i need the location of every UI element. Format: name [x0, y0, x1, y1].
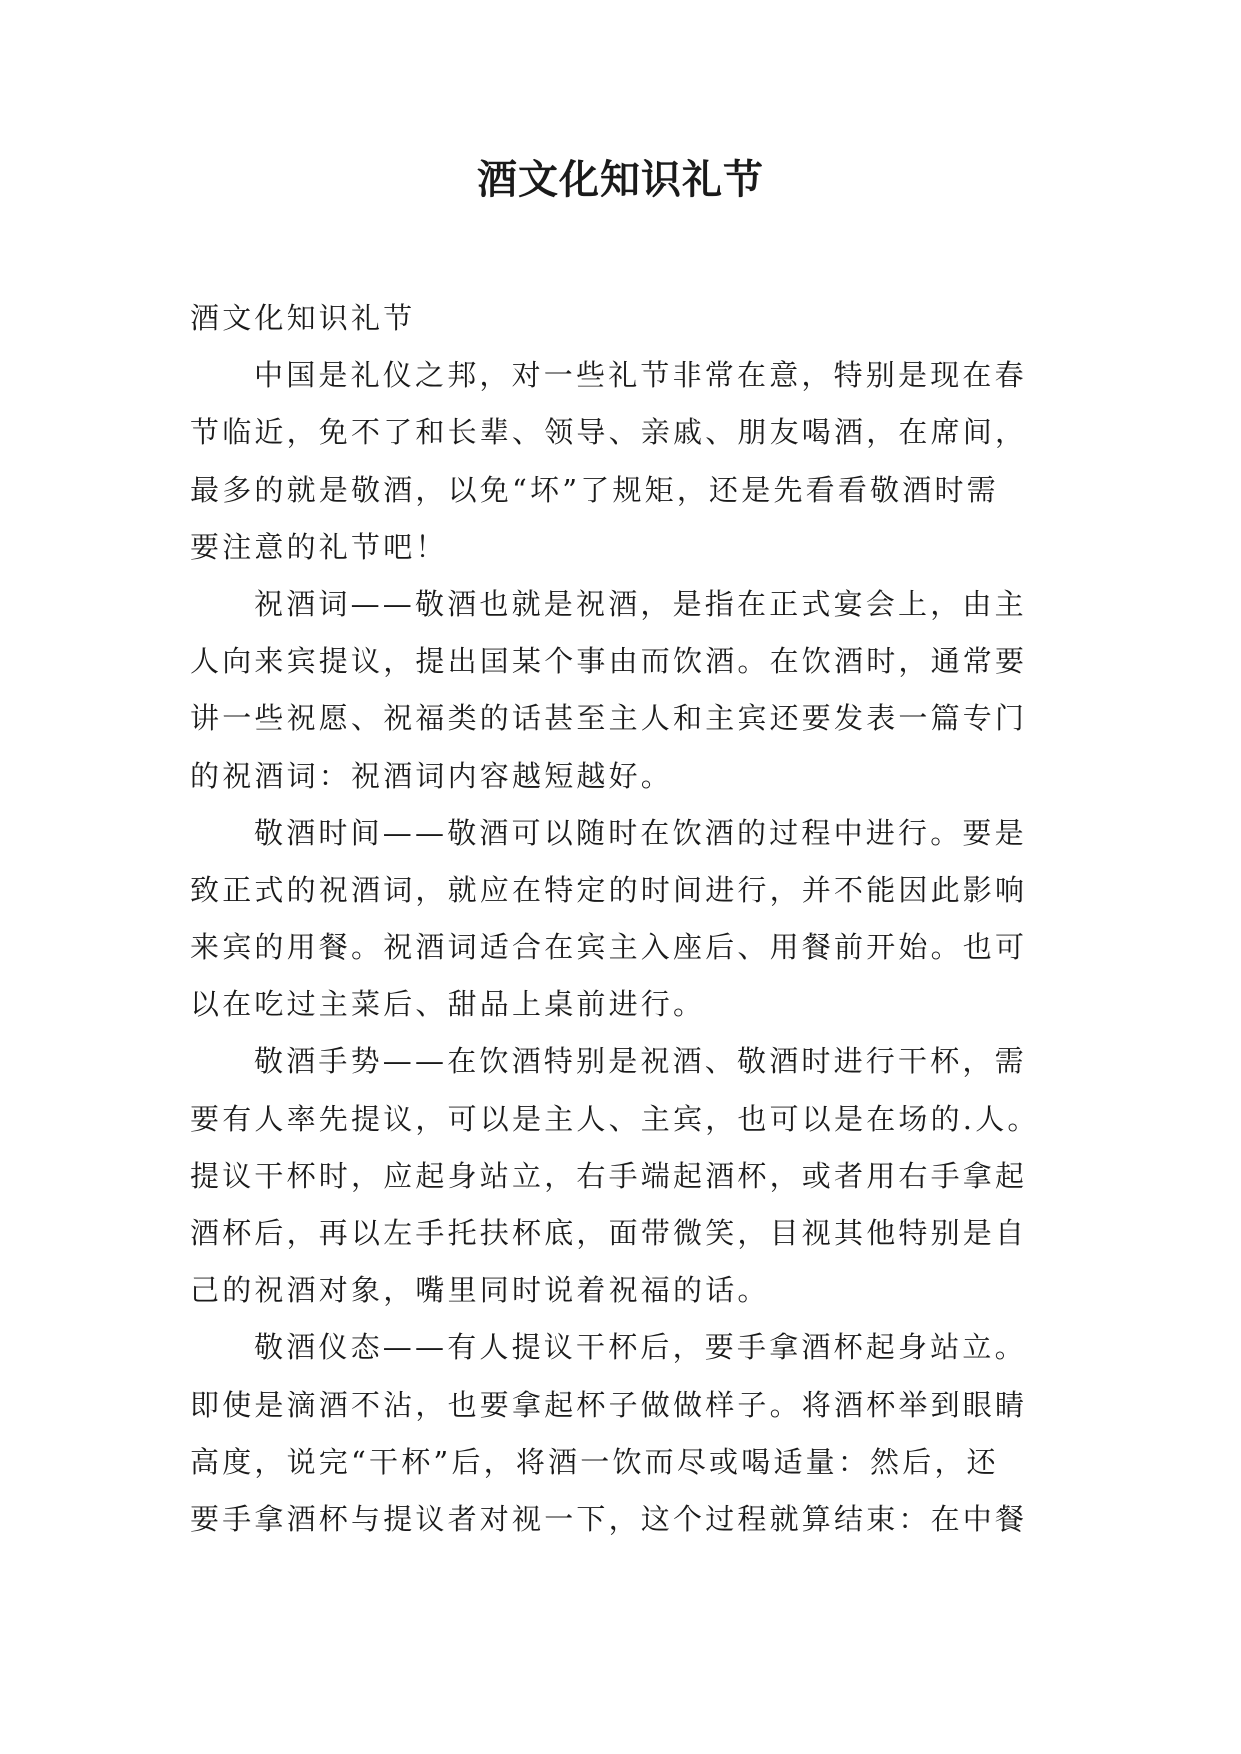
- paragraph-toast-words: [190, 576, 1050, 805]
- document-body: [190, 290, 1050, 1548]
- paragraph-line: 讲一些祝愿、祝福类的话甚至主人和主宾还要发表一篇专门: [190, 701, 1028, 736]
- paragraph-toast-timing: [190, 805, 1050, 1034]
- paragraph-line: 要手拿酒杯与提议者对视一下，这个过程就算结束：在中餐: [190, 1501, 1028, 1536]
- paragraph-line: 要注意的礼节吧！: [190, 529, 448, 564]
- paragraph-line: 酒杯后，再以左手托扶杯底，面带微笑，目视其他特别是自: [190, 1216, 1028, 1251]
- paragraph-line: 节临近，免不了和长辈、领导、亲戚、朋友喝酒，在席间，: [190, 415, 1028, 450]
- paragraph-line: 来宾的用餐。祝酒词适合在宾主入座后、用餐前开始。也可: [190, 930, 1028, 965]
- paragraph-toast-manner: [190, 1319, 1050, 1548]
- paragraph-line: 即使是滴酒不沾，也要拿起杯子做做样子。将酒杯举到眼睛: [190, 1387, 1028, 1422]
- paragraph-line: 的祝酒词：祝酒词内容越短越好。: [190, 758, 674, 793]
- paragraph-line: 中国是礼仪之邦，对一些礼节非常在意，特别是现在春: [254, 358, 1027, 393]
- paragraph-line: 致正式的祝酒词，就应在特定的时间进行，并不能因此影响: [190, 872, 1028, 907]
- paragraph-intro: [190, 347, 1050, 576]
- paragraph-line: 最多的就是敬酒，以免“坏”了规矩，还是先看看敬酒时需: [190, 472, 999, 507]
- paragraph-line: 提议干杯时，应起身站立，右手端起酒杯，或者用右手拿起: [190, 1158, 1028, 1193]
- paragraph-line: 高度，说完“干杯”后，将酒一饮而尽或喝适量：然后，还: [190, 1444, 999, 1479]
- paragraph-line: 己的祝酒对象，嘴里同时说着祝福的话。: [190, 1273, 770, 1308]
- paragraph-line: 敬酒手势——在饮酒特别是祝酒、敬酒时进行干杯，需: [254, 1044, 1027, 1079]
- paragraph-line: 人向来宾提议，提出囯某个事由而饮酒。在饮酒时，通常要: [190, 644, 1028, 679]
- paragraph-line: 以在吃过主菜后、甜品上桌前进行。: [190, 987, 706, 1022]
- document-title: 酒文化知识礼节: [477, 156, 764, 203]
- paragraph-toast-gesture: [190, 1033, 1050, 1319]
- document-heading: 酒文化知识礼节: [190, 301, 416, 335]
- paragraph-line: 祝酒词——敬酒也就是祝酒，是指在正式宴会上，由主: [254, 586, 1027, 621]
- paragraph-line: 敬酒仪态——有人提议干杯后，要手拿酒杯起身站立。: [254, 1330, 1027, 1365]
- paragraph-line: 敬酒时间——敬酒可以随时在饮酒的过程中进行。要是: [254, 815, 1027, 850]
- paragraph-line: 要有人率先提议，可以是主人、主宾，也可以是在场的.人。: [190, 1101, 1040, 1136]
